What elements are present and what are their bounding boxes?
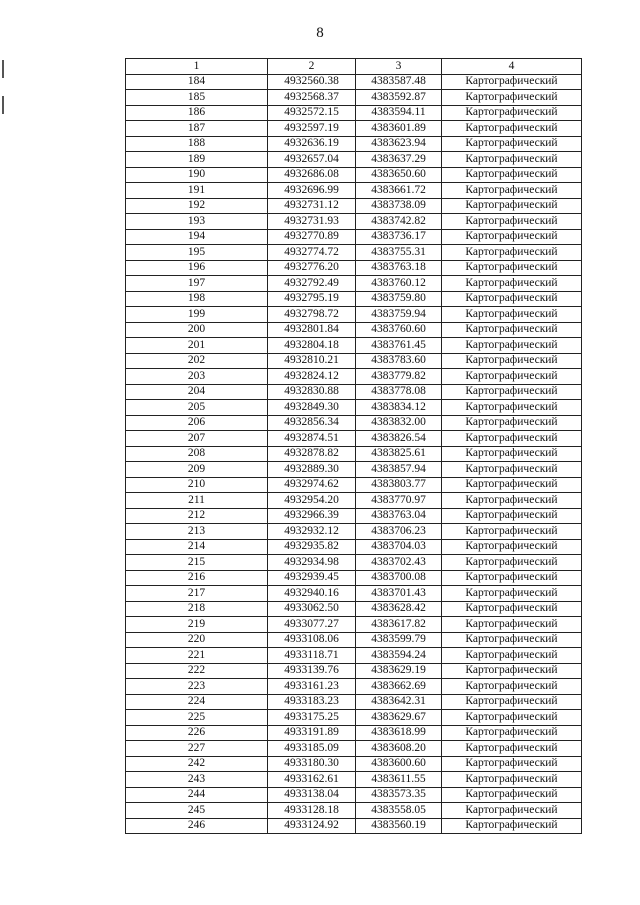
y-coordinate-cell: 4383573.35	[356, 787, 442, 803]
table-row	[126, 90, 582, 106]
method-cell: Картографический	[442, 260, 582, 276]
x-coordinate-cell: 4932974.62	[268, 477, 356, 493]
table-row	[126, 183, 582, 199]
table-row	[126, 818, 582, 834]
method-cell: Картографический	[442, 214, 582, 230]
table-row	[126, 245, 582, 261]
y-coordinate-cell: 4383826.54	[356, 431, 442, 447]
table-row	[126, 632, 582, 648]
table-row	[126, 694, 582, 710]
y-coordinate-cell: 4383763.04	[356, 508, 442, 524]
y-coordinate-cell: 4383763.18	[356, 260, 442, 276]
column-header-y-coordinate: 3	[356, 59, 442, 75]
x-coordinate-cell: 4932889.30	[268, 462, 356, 478]
point-number-cell: 188	[126, 136, 268, 152]
column-header-method: 4	[442, 59, 582, 75]
table-row	[126, 508, 582, 524]
method-cell: Картографический	[442, 679, 582, 695]
x-coordinate-cell: 4933077.27	[268, 617, 356, 633]
method-cell: Картографический	[442, 400, 582, 416]
point-number-cell: 189	[126, 152, 268, 168]
x-coordinate-cell: 4932940.16	[268, 586, 356, 602]
x-coordinate-cell: 4933185.09	[268, 741, 356, 757]
point-number-cell: 213	[126, 524, 268, 540]
method-cell: Картографический	[442, 183, 582, 199]
y-coordinate-cell: 4383759.80	[356, 291, 442, 307]
point-number-cell: 226	[126, 725, 268, 741]
method-cell: Картографический	[442, 803, 582, 819]
table-row	[126, 725, 582, 741]
x-coordinate-cell: 4932934.98	[268, 555, 356, 571]
point-number-cell: 217	[126, 586, 268, 602]
x-coordinate-cell: 4932830.88	[268, 384, 356, 400]
point-number-cell: 194	[126, 229, 268, 245]
table-row	[126, 415, 582, 431]
point-number-cell: 242	[126, 756, 268, 772]
x-coordinate-cell: 4933183.23	[268, 694, 356, 710]
x-coordinate-cell: 4932932.12	[268, 524, 356, 540]
method-cell: Картографический	[442, 555, 582, 571]
table-row	[126, 741, 582, 757]
y-coordinate-cell: 4383834.12	[356, 400, 442, 416]
point-number-cell: 184	[126, 74, 268, 90]
point-number-cell: 222	[126, 663, 268, 679]
method-cell: Картографический	[442, 276, 582, 292]
method-cell: Картографический	[442, 229, 582, 245]
x-coordinate-cell: 4933062.50	[268, 601, 356, 617]
point-number-cell: 201	[126, 338, 268, 354]
point-number-cell: 221	[126, 648, 268, 664]
point-number-cell: 227	[126, 741, 268, 757]
y-coordinate-cell: 4383642.31	[356, 694, 442, 710]
method-cell: Картографический	[442, 90, 582, 106]
table-row	[126, 803, 582, 819]
table-row	[126, 152, 582, 168]
point-number-cell: 190	[126, 167, 268, 183]
table-row	[126, 198, 582, 214]
method-cell: Картографический	[442, 663, 582, 679]
y-coordinate-cell: 4383600.60	[356, 756, 442, 772]
x-coordinate-cell: 4932856.34	[268, 415, 356, 431]
x-coordinate-cell: 4932874.51	[268, 431, 356, 447]
x-coordinate-cell: 4932849.30	[268, 400, 356, 416]
y-coordinate-cell: 4383618.99	[356, 725, 442, 741]
y-coordinate-cell: 4383560.19	[356, 818, 442, 834]
y-coordinate-cell: 4383599.79	[356, 632, 442, 648]
table-row	[126, 74, 582, 90]
x-coordinate-cell: 4932560.38	[268, 74, 356, 90]
x-coordinate-cell: 4932572.15	[268, 105, 356, 121]
header-row	[126, 59, 582, 75]
method-cell: Картографический	[442, 245, 582, 261]
point-number-cell: 203	[126, 369, 268, 385]
y-coordinate-cell: 4383760.12	[356, 276, 442, 292]
method-cell: Картографический	[442, 741, 582, 757]
x-coordinate-cell: 4933108.06	[268, 632, 356, 648]
x-coordinate-cell: 4933139.76	[268, 663, 356, 679]
method-cell: Картографический	[442, 694, 582, 710]
table-row	[126, 105, 582, 121]
point-number-cell: 208	[126, 446, 268, 462]
method-cell: Картографический	[442, 105, 582, 121]
point-number-cell: 202	[126, 353, 268, 369]
y-coordinate-cell: 4383558.05	[356, 803, 442, 819]
x-coordinate-cell: 4932801.84	[268, 322, 356, 338]
table-row	[126, 648, 582, 664]
point-number-cell: 196	[126, 260, 268, 276]
method-cell: Картографический	[442, 152, 582, 168]
method-cell: Картографический	[442, 136, 582, 152]
x-coordinate-cell: 4932939.45	[268, 570, 356, 586]
table-row	[126, 679, 582, 695]
table-row	[126, 260, 582, 276]
table-row	[126, 617, 582, 633]
y-coordinate-cell: 4383778.08	[356, 384, 442, 400]
point-number-cell: 209	[126, 462, 268, 478]
point-number-cell: 204	[126, 384, 268, 400]
scan-artifact-mark	[2, 60, 4, 78]
coordinates-table	[125, 58, 582, 834]
y-coordinate-cell: 4383701.43	[356, 586, 442, 602]
method-cell: Картографический	[442, 384, 582, 400]
y-coordinate-cell: 4383779.82	[356, 369, 442, 385]
x-coordinate-cell: 4932954.20	[268, 493, 356, 509]
y-coordinate-cell: 4383608.20	[356, 741, 442, 757]
y-coordinate-cell: 4383594.24	[356, 648, 442, 664]
method-cell: Картографический	[442, 818, 582, 834]
point-number-cell: 210	[126, 477, 268, 493]
point-number-cell: 223	[126, 679, 268, 695]
method-cell: Картографический	[442, 508, 582, 524]
table-row	[126, 369, 582, 385]
y-coordinate-cell: 4383760.60	[356, 322, 442, 338]
point-number-cell: 191	[126, 183, 268, 199]
point-number-cell: 214	[126, 539, 268, 555]
x-coordinate-cell: 4932568.37	[268, 90, 356, 106]
table-row	[126, 570, 582, 586]
y-coordinate-cell: 4383742.82	[356, 214, 442, 230]
point-number-cell: 218	[126, 601, 268, 617]
x-coordinate-cell: 4932804.18	[268, 338, 356, 354]
method-cell: Картографический	[442, 756, 582, 772]
x-coordinate-cell: 4932935.82	[268, 539, 356, 555]
page-number: 8	[316, 25, 324, 41]
point-number-cell: 244	[126, 787, 268, 803]
point-number-cell: 205	[126, 400, 268, 416]
point-number-cell: 216	[126, 570, 268, 586]
point-number-cell: 195	[126, 245, 268, 261]
table-row	[126, 462, 582, 478]
y-coordinate-cell: 4383857.94	[356, 462, 442, 478]
method-cell: Картографический	[442, 121, 582, 137]
y-coordinate-cell: 4383629.19	[356, 663, 442, 679]
y-coordinate-cell: 4383783.60	[356, 353, 442, 369]
x-coordinate-cell: 4932597.19	[268, 121, 356, 137]
y-coordinate-cell: 4383617.82	[356, 617, 442, 633]
point-number-cell: 220	[126, 632, 268, 648]
y-coordinate-cell: 4383825.61	[356, 446, 442, 462]
y-coordinate-cell: 4383700.08	[356, 570, 442, 586]
point-number-cell: 207	[126, 431, 268, 447]
point-number-cell: 186	[126, 105, 268, 121]
x-coordinate-cell: 4932795.19	[268, 291, 356, 307]
point-number-cell: 219	[126, 617, 268, 633]
table-row	[126, 307, 582, 323]
y-coordinate-cell: 4383738.09	[356, 198, 442, 214]
table-row	[126, 121, 582, 137]
x-coordinate-cell: 4932731.93	[268, 214, 356, 230]
method-cell: Картографический	[442, 710, 582, 726]
method-cell: Картографический	[442, 307, 582, 323]
y-coordinate-cell: 4383628.42	[356, 601, 442, 617]
method-cell: Картографический	[442, 74, 582, 90]
point-number-cell: 245	[126, 803, 268, 819]
method-cell: Картографический	[442, 601, 582, 617]
y-coordinate-cell: 4383650.60	[356, 167, 442, 183]
point-number-cell: 225	[126, 710, 268, 726]
x-coordinate-cell: 4932696.99	[268, 183, 356, 199]
method-cell: Картографический	[442, 198, 582, 214]
y-coordinate-cell: 4383629.67	[356, 710, 442, 726]
x-coordinate-cell: 4932686.08	[268, 167, 356, 183]
table-row	[126, 353, 582, 369]
x-coordinate-cell: 4933191.89	[268, 725, 356, 741]
y-coordinate-cell: 4383704.03	[356, 539, 442, 555]
y-coordinate-cell: 4383759.94	[356, 307, 442, 323]
table-row	[126, 431, 582, 447]
x-coordinate-cell: 4933138.04	[268, 787, 356, 803]
point-number-cell: 215	[126, 555, 268, 571]
method-cell: Картографический	[442, 648, 582, 664]
table-row	[126, 338, 582, 354]
point-number-cell: 192	[126, 198, 268, 214]
y-coordinate-cell: 4383601.89	[356, 121, 442, 137]
method-cell: Картографический	[442, 431, 582, 447]
table-row	[126, 167, 582, 183]
column-header-point-number: 1	[126, 59, 268, 75]
table-row	[126, 493, 582, 509]
y-coordinate-cell: 4383702.43	[356, 555, 442, 571]
y-coordinate-cell: 4383761.45	[356, 338, 442, 354]
method-cell: Картографический	[442, 772, 582, 788]
x-coordinate-cell: 4932824.12	[268, 369, 356, 385]
table-row	[126, 586, 582, 602]
x-coordinate-cell: 4933128.18	[268, 803, 356, 819]
point-number-cell: 246	[126, 818, 268, 834]
point-number-cell: 211	[126, 493, 268, 509]
x-coordinate-cell: 4932878.82	[268, 446, 356, 462]
x-coordinate-cell: 4933124.92	[268, 818, 356, 834]
x-coordinate-cell: 4933180.30	[268, 756, 356, 772]
point-number-cell: 193	[126, 214, 268, 230]
point-number-cell: 206	[126, 415, 268, 431]
table-row	[126, 555, 582, 571]
y-coordinate-cell: 4383832.00	[356, 415, 442, 431]
y-coordinate-cell: 4383803.77	[356, 477, 442, 493]
method-cell: Картографический	[442, 725, 582, 741]
x-coordinate-cell: 4933175.25	[268, 710, 356, 726]
point-number-cell: 187	[126, 121, 268, 137]
table-row	[126, 663, 582, 679]
y-coordinate-cell: 4383736.17	[356, 229, 442, 245]
table-row	[126, 477, 582, 493]
table-row	[126, 772, 582, 788]
method-cell: Картографический	[442, 322, 582, 338]
point-number-cell: 212	[126, 508, 268, 524]
table-row	[126, 787, 582, 803]
method-cell: Картографический	[442, 353, 582, 369]
table-row	[126, 539, 582, 555]
method-cell: Картографический	[442, 446, 582, 462]
table-row	[126, 384, 582, 400]
y-coordinate-cell: 4383594.11	[356, 105, 442, 121]
x-coordinate-cell: 4932966.39	[268, 508, 356, 524]
table-body	[126, 74, 582, 834]
method-cell: Картографический	[442, 291, 582, 307]
y-coordinate-cell: 4383587.48	[356, 74, 442, 90]
y-coordinate-cell: 4383706.23	[356, 524, 442, 540]
x-coordinate-cell: 4933162.61	[268, 772, 356, 788]
x-coordinate-cell: 4932731.12	[268, 198, 356, 214]
x-coordinate-cell: 4932792.49	[268, 276, 356, 292]
table-row	[126, 601, 582, 617]
method-cell: Картографический	[442, 570, 582, 586]
method-cell: Картографический	[442, 477, 582, 493]
point-number-cell: 198	[126, 291, 268, 307]
point-number-cell: 243	[126, 772, 268, 788]
x-coordinate-cell: 4933161.23	[268, 679, 356, 695]
y-coordinate-cell: 4383611.55	[356, 772, 442, 788]
table-row	[126, 400, 582, 416]
x-coordinate-cell: 4932770.89	[268, 229, 356, 245]
x-coordinate-cell: 4932636.19	[268, 136, 356, 152]
x-coordinate-cell: 4932798.72	[268, 307, 356, 323]
scan-artifact-mark	[2, 96, 4, 114]
y-coordinate-cell: 4383661.72	[356, 183, 442, 199]
method-cell: Картографический	[442, 524, 582, 540]
y-coordinate-cell: 4383592.87	[356, 90, 442, 106]
y-coordinate-cell: 4383637.29	[356, 152, 442, 168]
table-row	[126, 710, 582, 726]
table-row	[126, 322, 582, 338]
x-coordinate-cell: 4932657.04	[268, 152, 356, 168]
method-cell: Картографический	[442, 586, 582, 602]
y-coordinate-cell: 4383770.97	[356, 493, 442, 509]
table-row	[126, 524, 582, 540]
table-row	[126, 756, 582, 772]
table-row	[126, 136, 582, 152]
x-coordinate-cell: 4932776.20	[268, 260, 356, 276]
point-number-cell: 185	[126, 90, 268, 106]
method-cell: Картографический	[442, 539, 582, 555]
x-coordinate-cell: 4932810.21	[268, 353, 356, 369]
table-row	[126, 291, 582, 307]
table-row	[126, 214, 582, 230]
y-coordinate-cell: 4383623.94	[356, 136, 442, 152]
table-row	[126, 229, 582, 245]
method-cell: Картографический	[442, 493, 582, 509]
y-coordinate-cell: 4383755.31	[356, 245, 442, 261]
table-row	[126, 446, 582, 462]
y-coordinate-cell: 4383662.69	[356, 679, 442, 695]
method-cell: Картографический	[442, 462, 582, 478]
method-cell: Картографический	[442, 338, 582, 354]
point-number-cell: 224	[126, 694, 268, 710]
method-cell: Картографический	[442, 632, 582, 648]
x-coordinate-cell: 4933118.71	[268, 648, 356, 664]
point-number-cell: 199	[126, 307, 268, 323]
method-cell: Картографический	[442, 369, 582, 385]
x-coordinate-cell: 4932774.72	[268, 245, 356, 261]
method-cell: Картографический	[442, 415, 582, 431]
method-cell: Картографический	[442, 787, 582, 803]
point-number-cell: 200	[126, 322, 268, 338]
point-number-cell: 197	[126, 276, 268, 292]
table-row	[126, 276, 582, 292]
method-cell: Картографический	[442, 167, 582, 183]
column-header-x-coordinate: 2	[268, 59, 356, 75]
method-cell: Картографический	[442, 617, 582, 633]
